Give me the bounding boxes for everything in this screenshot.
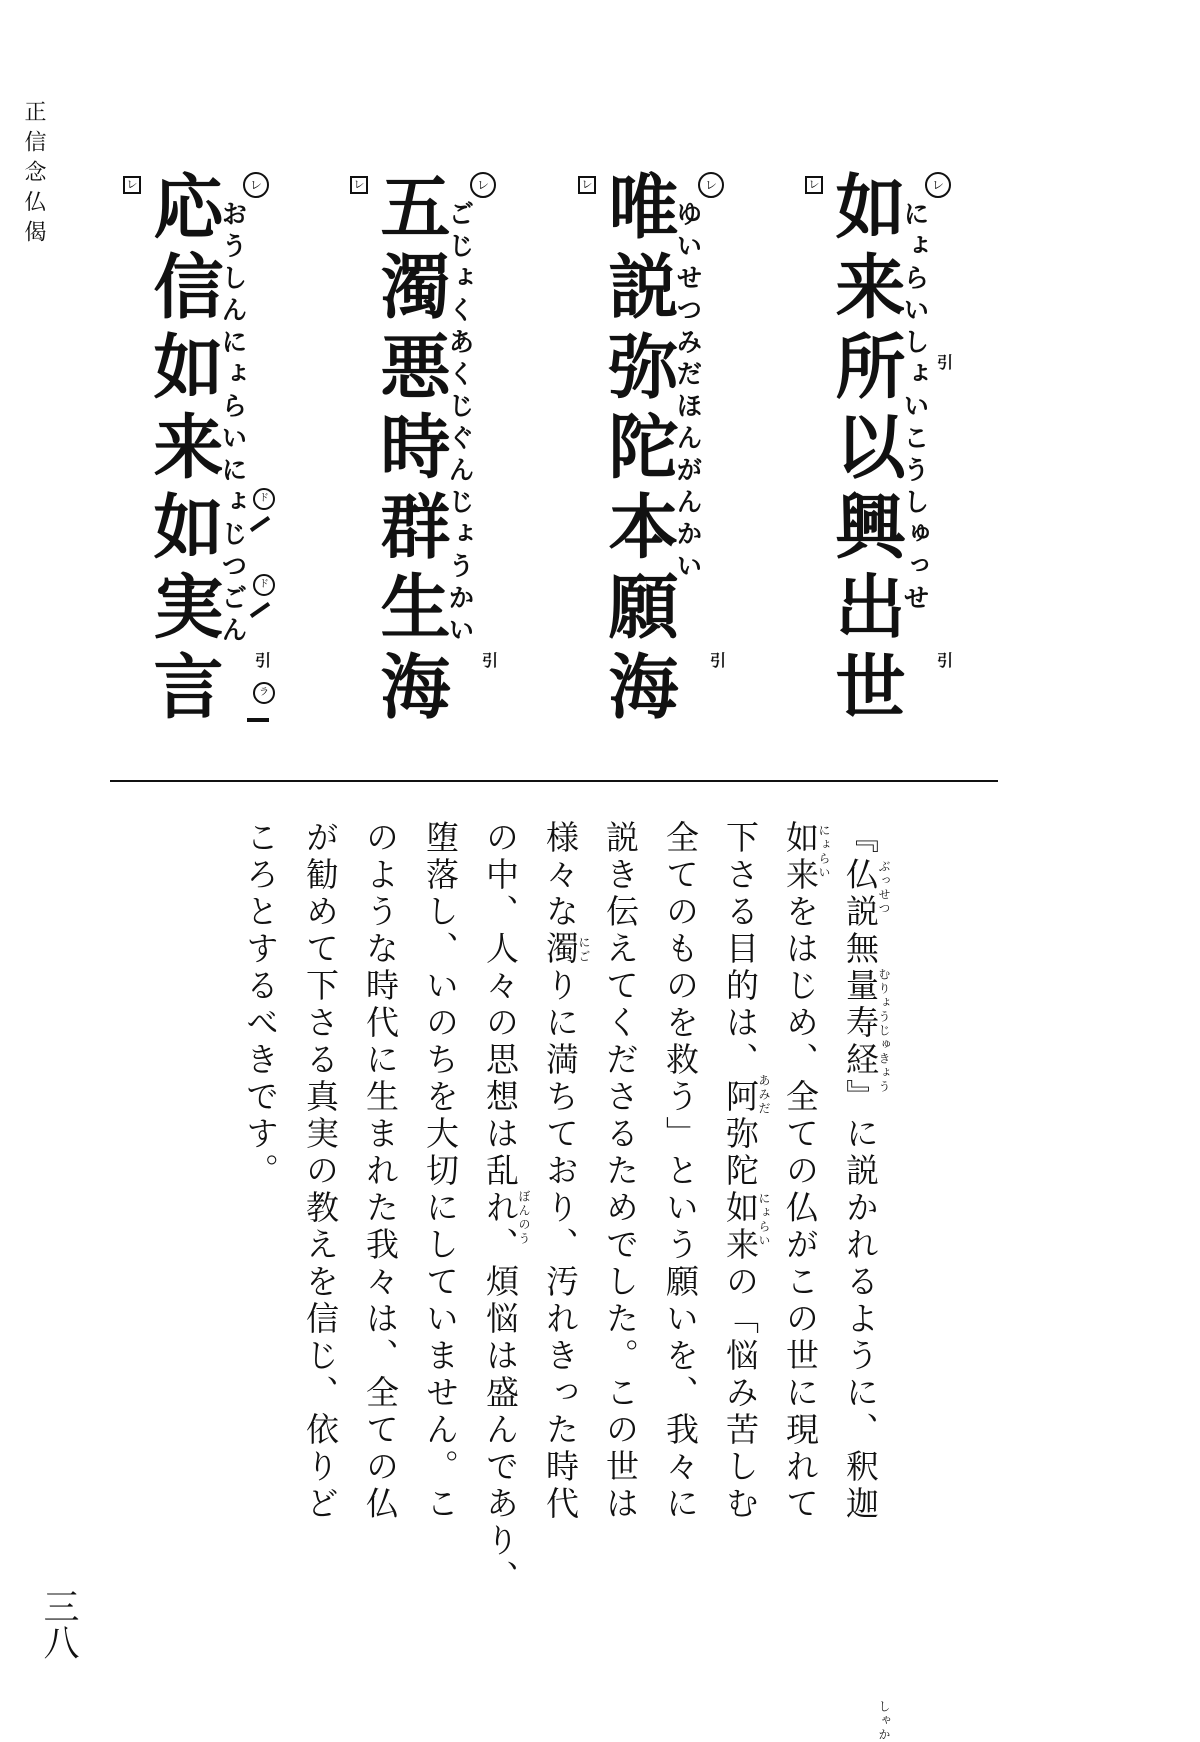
verse-kanji: 唯説弥陀本願海 xyxy=(597,170,679,730)
page-number: 三八 xyxy=(38,1588,79,1660)
chant-mark-hiku: 引 xyxy=(255,651,272,670)
reading-mark-circle: レ xyxy=(925,172,951,198)
verse-furigana: おうしんにょらいにょじつごん xyxy=(217,200,247,648)
ruby-shaka: しゃか xyxy=(877,1700,891,1742)
ruby-amida: あみだ xyxy=(757,1074,771,1116)
reading-mark-circle: レ xyxy=(470,172,496,198)
ruby-bonnou: ぼんのう xyxy=(517,1190,531,1246)
verse-column-2 xyxy=(578,170,748,790)
verse-furigana: にょらいしょいこうしゅっせ xyxy=(899,200,929,616)
ruby-bussetsu: ぶっせつ xyxy=(877,860,891,916)
reading-mark-box: レ xyxy=(123,176,141,194)
chant-mark-hiku: 引 xyxy=(710,651,727,670)
chant-mark-dash xyxy=(247,718,269,722)
commentary-line: が勧めて下さる真実の教えを信じ、依りど xyxy=(301,820,340,1523)
chant-mark-do: ド xyxy=(253,488,275,510)
verse-kanji: 五濁悪時群生海 xyxy=(369,170,451,730)
chant-mark-hiku: 引 xyxy=(937,353,954,372)
commentary-line: 説き伝えてくださるためでした。この世は xyxy=(601,820,640,1523)
commentary-line: 下さる目的は、阿弥陀如来の「悩み苦しむ xyxy=(721,820,760,1523)
ruby-nigo: にご xyxy=(577,936,591,964)
verse-column-4 xyxy=(123,170,293,790)
chant-mark-ra: ラ xyxy=(253,682,275,704)
commentary-line: ころとするべきです。 xyxy=(241,820,280,1190)
commentary-line: 様々な濁りに満ちており、汚れきった時代 xyxy=(541,820,580,1523)
running-header: 正信念仏偈 xyxy=(21,100,46,250)
reading-mark-box: レ xyxy=(350,176,368,194)
verse-column-1 xyxy=(805,170,975,790)
chant-mark-stroke xyxy=(250,602,270,618)
verse-column-3 xyxy=(350,170,520,790)
commentary-line: 全てのものを救う」という願いを、我々に xyxy=(661,820,700,1523)
commentary-line: 『仏説無量寿経』に説かれるように、釈迦 xyxy=(841,820,880,1523)
commentary-line: 如来をはじめ、全ての仏がこの世に現れて xyxy=(781,820,820,1523)
verse-kanji: 如来所以興出世 xyxy=(824,170,906,730)
ruby-nyorai2: にょらい xyxy=(757,1192,771,1248)
reading-mark-circle: レ xyxy=(243,172,269,198)
ruby-nyorai: にょらい xyxy=(817,824,831,880)
commentary-line: のような時代に生まれた我々は、全ての仏 xyxy=(361,820,400,1523)
reading-mark-box: レ xyxy=(805,176,823,194)
reading-mark-box: レ xyxy=(578,176,596,194)
verse-kanji: 応信如来如実言 xyxy=(142,170,224,730)
chant-mark-stroke xyxy=(250,516,270,532)
section-divider xyxy=(110,780,998,782)
chant-mark-hiku: 引 xyxy=(937,651,954,670)
reading-mark-circle: レ xyxy=(698,172,724,198)
verse-furigana: ゆいせつみだほんがんかい xyxy=(672,200,702,584)
chant-mark-do: ド xyxy=(253,574,275,596)
verse-furigana: ごじょくあくじぐんじょうかい xyxy=(444,200,474,648)
ruby-muryoujukyou: むりょうじゅきょう xyxy=(877,968,891,1094)
commentary-line: の中、人々の思想は乱れ、煩悩は盛んであり、 xyxy=(481,820,520,1597)
commentary-line: 堕落し、いのちを大切にしていません。こ xyxy=(421,820,460,1523)
chant-mark-hiku: 引 xyxy=(482,651,499,670)
